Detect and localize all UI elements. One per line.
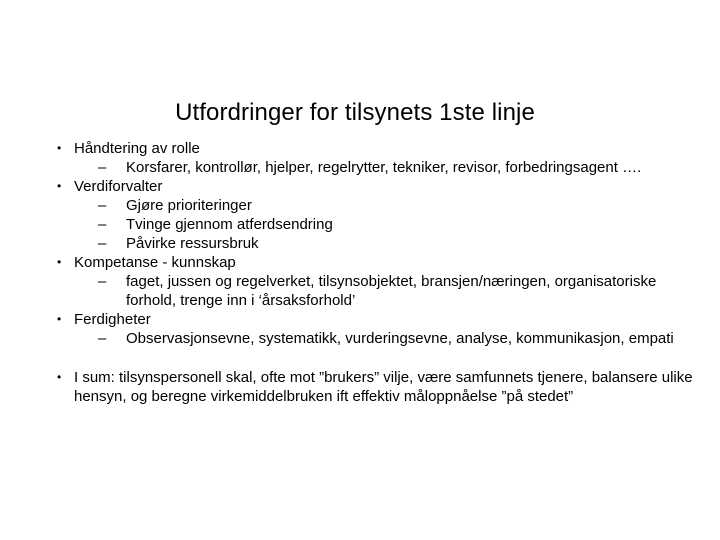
sub-item-text: Observasjonsevne, systematikk, vurderingsevne, analyse, kommunikasjon, empati bbox=[126, 330, 674, 347]
spacer bbox=[56, 348, 696, 368]
dash-marker: – bbox=[98, 273, 107, 290]
summary-item bbox=[56, 368, 696, 406]
sub-item-text: faget, jussen og regelverket, tilsynsobjektet, bransjen/næringen, organisatoriske forhold, trenge inn i ‘årsaksforhold’ bbox=[126, 273, 657, 309]
sub-item bbox=[56, 329, 696, 348]
bullet-marker: • bbox=[57, 312, 62, 326]
dash-marker: – bbox=[98, 197, 107, 214]
sub-item-text: Påvirke ressursbruk bbox=[126, 235, 259, 252]
sub-item bbox=[56, 234, 696, 253]
dash-marker: – bbox=[98, 216, 107, 233]
sub-item bbox=[56, 272, 696, 310]
sub-item bbox=[56, 215, 696, 234]
bullet-item bbox=[56, 310, 696, 329]
bullet-text: Håndtering av rolle bbox=[74, 140, 200, 157]
sub-item bbox=[56, 158, 696, 177]
bullet-marker: • bbox=[57, 370, 62, 384]
dash-marker: – bbox=[98, 235, 107, 252]
sub-item-text: Gjøre prioriteringer bbox=[126, 197, 252, 214]
bullet-text: Verdiforvalter bbox=[74, 178, 163, 195]
sub-item-text: Tvinge gjennom atferdsendring bbox=[126, 216, 333, 233]
bullet-item bbox=[56, 139, 696, 158]
slide-body bbox=[56, 139, 696, 406]
dash-marker: – bbox=[98, 330, 107, 347]
slide-title: Utfordringer for tilsynets 1ste linje bbox=[175, 99, 535, 126]
bullet-text: Ferdigheter bbox=[74, 311, 151, 328]
bullet-marker: • bbox=[57, 255, 62, 269]
sub-item bbox=[56, 196, 696, 215]
bullet-item bbox=[56, 253, 696, 272]
sub-item-text: Korsfarer, kontrollør, hjelper, regelrytter, tekniker, revisor, forbedringsagent …. bbox=[126, 159, 642, 176]
bullet-item bbox=[56, 177, 696, 196]
bullet-marker: • bbox=[57, 141, 62, 155]
bullet-marker: • bbox=[57, 179, 62, 193]
dash-marker: – bbox=[98, 159, 107, 176]
bullet-text: Kompetanse - kunnskap bbox=[74, 254, 236, 271]
summary-text: I sum: tilsynspersonell skal, ofte mot ”brukers” vilje, være samfunnets tjenere, balansere ulike hensyn, og beregne virkemiddelbruken ift effektiv måloppnåelse ”på stedet” bbox=[74, 369, 693, 405]
